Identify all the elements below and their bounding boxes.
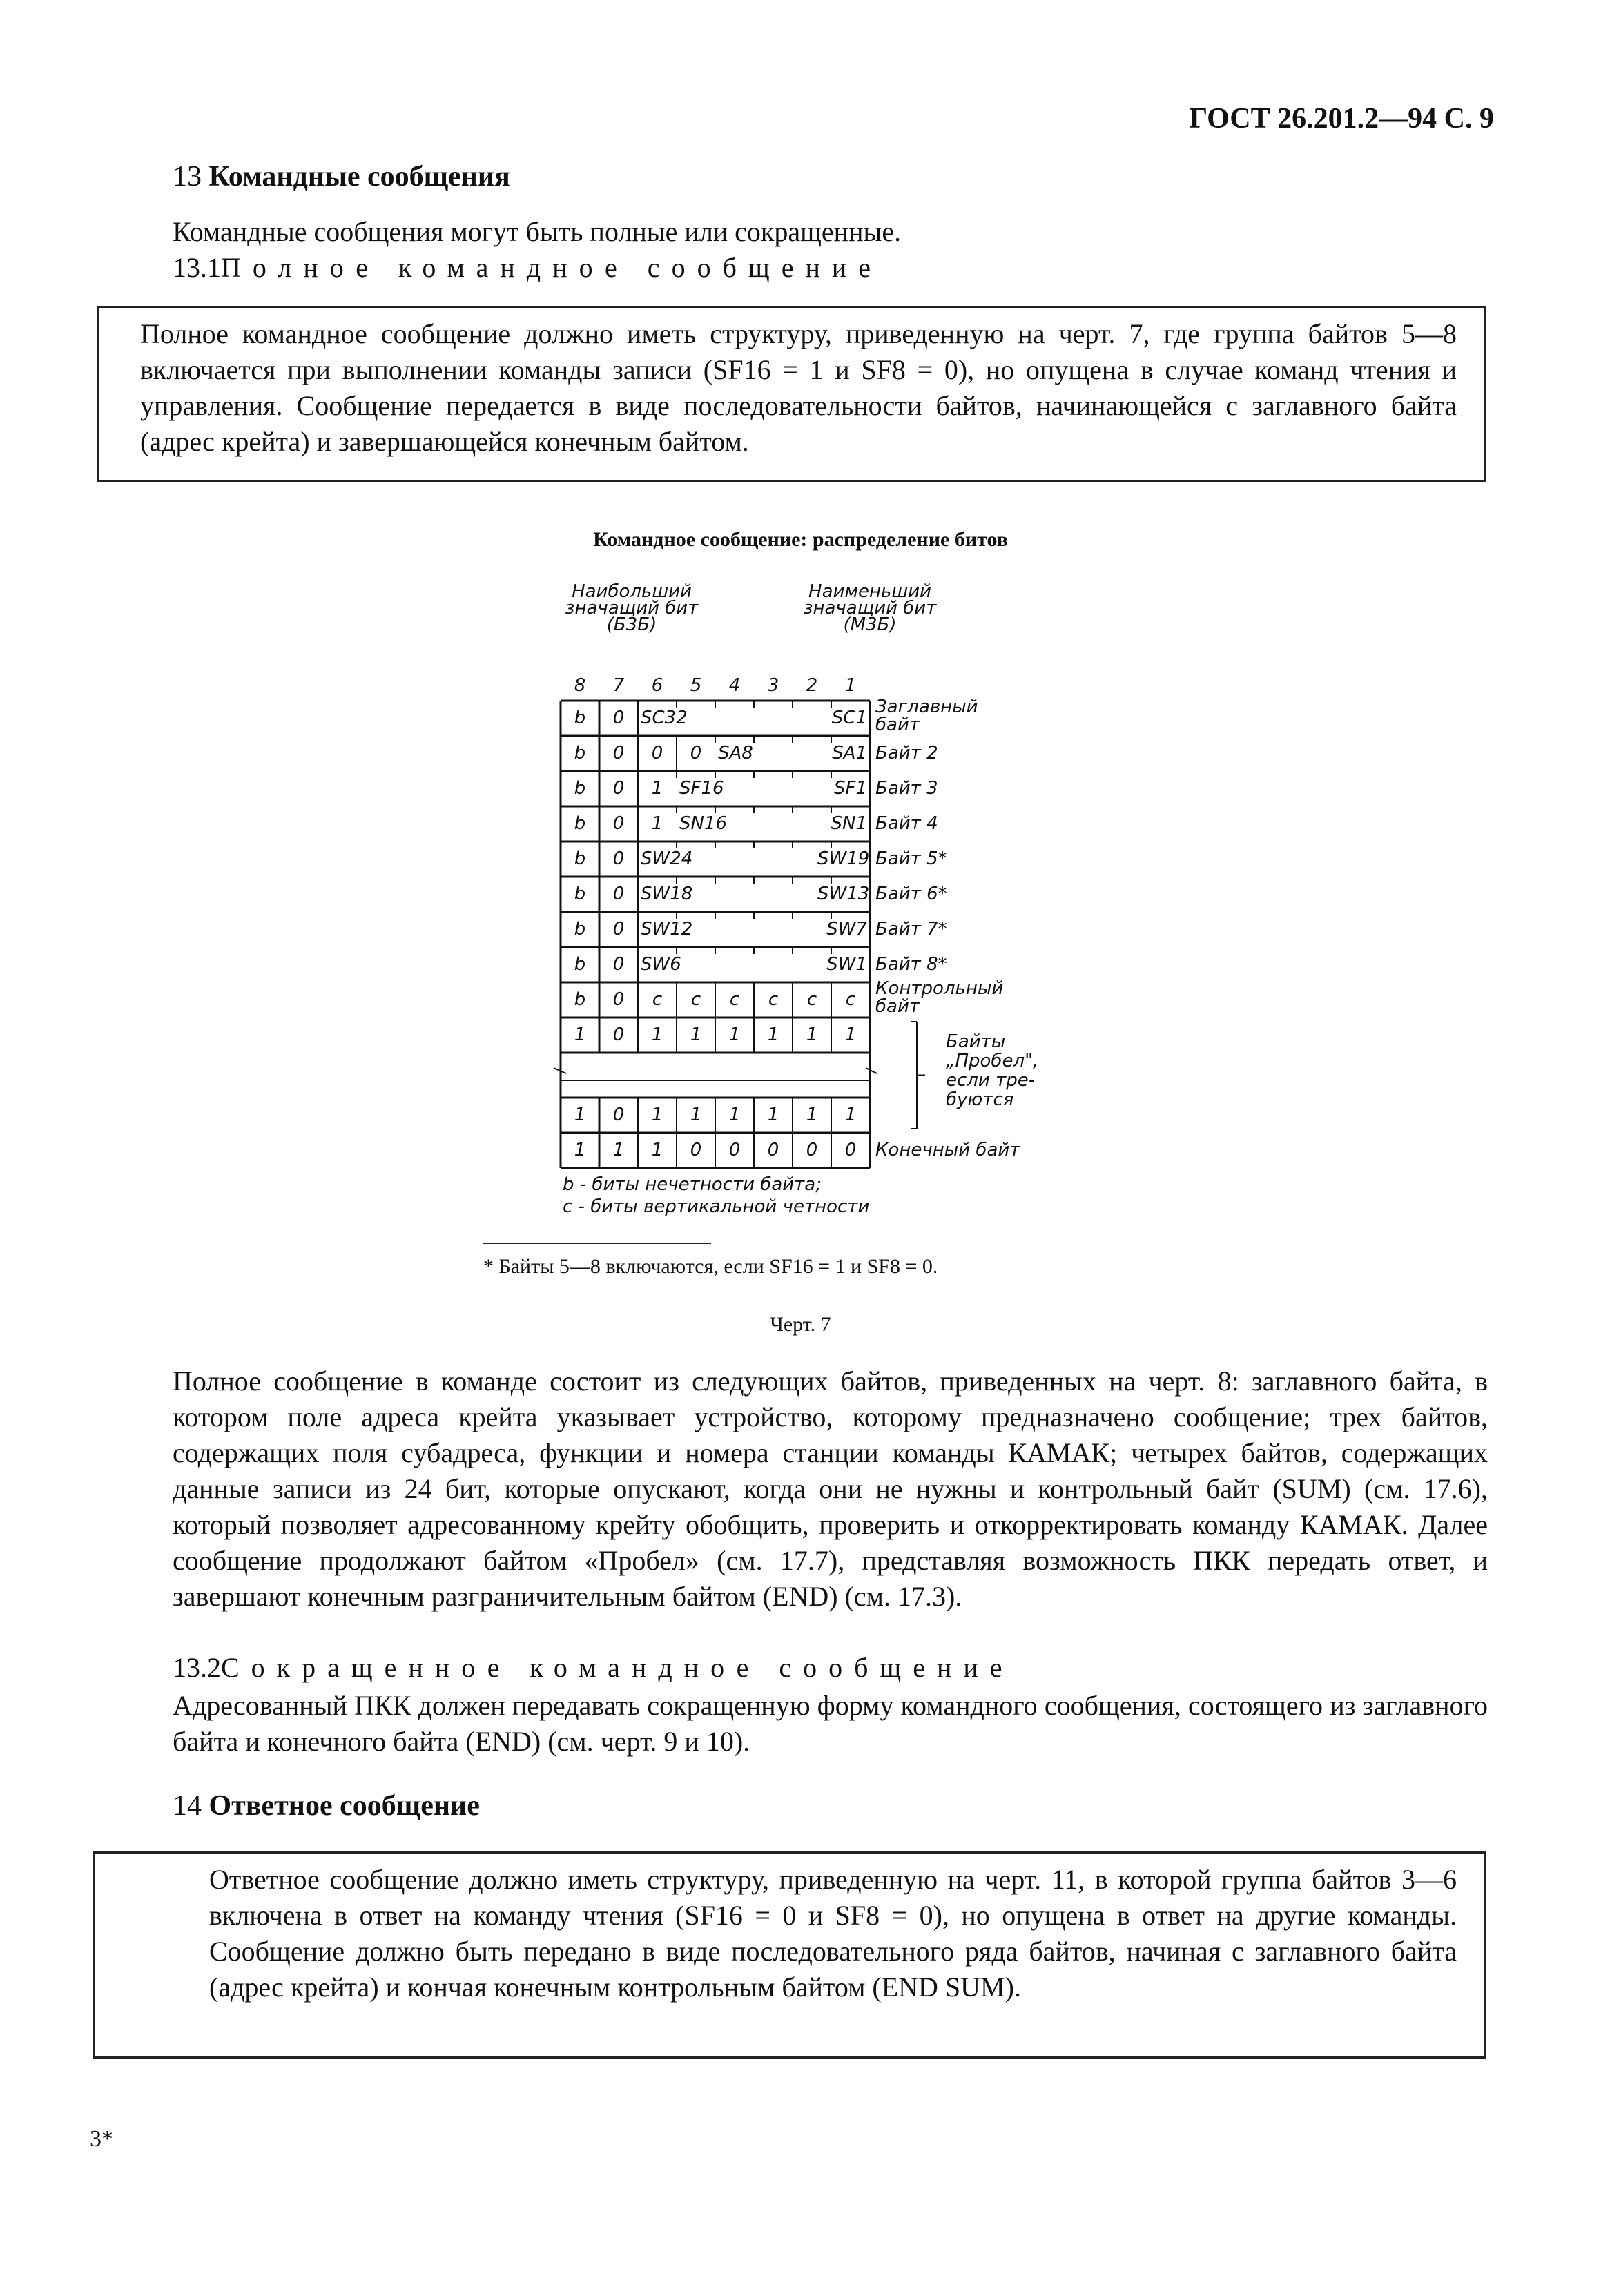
box-13-1-text: Полное командное сообщение должно иметь структуру, приведенную на черт. 7, где группа байтов 5—8 включается при выполнении команды записи (SF16 = 1 и SF8 = 0), но опущена в случае команд чтения и управления. Сообщение передается в виде последовательности байтов, начинающейся с заглавного байта (адрес крейта) и завершающейся конечным байтом. (140, 318, 1457, 457)
msb-label-line-1: Наибольший (572, 581, 692, 602)
bit-cell: 1 (767, 1024, 779, 1045)
bit-cell: 1 (574, 1024, 586, 1045)
row-label (875, 698, 978, 734)
section-14-heading (173, 1789, 480, 1822)
subsection-13-1-title: Полное командное сообщение (221, 252, 883, 283)
bit-cell: 0 (612, 743, 625, 763)
row-label: Байт 7* (875, 919, 947, 940)
bit-cell: b (574, 778, 586, 799)
bit-cell: b (574, 989, 586, 1010)
section-13-number: 13 (173, 161, 202, 193)
box-13-1 (97, 306, 1486, 482)
lsb-label-line-3: (М3Б) (843, 614, 897, 635)
bit-cell: 1 (651, 1105, 663, 1125)
legend-vertical-parity: c - биты вертикальной четности (563, 1196, 870, 1217)
page-footer-mark: 3* (90, 2126, 113, 2152)
spaces-label-line-4: буются (946, 1089, 1014, 1110)
bit-cell: 1 (806, 1105, 818, 1125)
bit-cell: SC1 (831, 708, 867, 728)
spaces-label-line-3: если тре- (946, 1070, 1036, 1091)
figure-title: Командное сообщение: распределение битов (593, 528, 1008, 551)
row-label: Байт 8* (875, 954, 947, 975)
subsection-13-2-number: 13.2 (173, 1652, 221, 1683)
bit-cell: SW6 (641, 954, 681, 975)
bit-cell: 0 (612, 954, 625, 975)
bit-cell: SC32 (641, 708, 688, 728)
bit-cell: 1 (728, 1024, 741, 1045)
bit-cell: c (690, 989, 701, 1010)
bit-cell: c (845, 989, 856, 1010)
bit-cell: 1 (651, 813, 663, 834)
bit-number-label: 4 (728, 675, 741, 696)
bit-cell: 0 (728, 1140, 741, 1160)
break-mark (866, 1068, 877, 1073)
bit-cell: 0 (612, 919, 625, 940)
bit-number-label: 2 (806, 675, 818, 696)
bit-cell: 1 (767, 1105, 779, 1125)
bit-cell: b (574, 708, 586, 728)
bit-cell: b (574, 813, 586, 834)
page-header: ГОСТ 26.201.2—94 С. 9 (1189, 103, 1494, 135)
bit-cell: 0 (612, 848, 625, 869)
bit-cell: 0 (612, 884, 625, 904)
bit-cell: 0 (806, 1140, 818, 1160)
bit-cell: 1 (651, 778, 663, 799)
row-label: Конечный байт (875, 1140, 1020, 1160)
bit-cell: 0 (651, 743, 663, 763)
bit-cell: 1 (574, 1105, 586, 1125)
bit-number-label: 7 (612, 675, 625, 696)
figure-caption: Черт. 7 (770, 1313, 831, 1336)
bit-cell: 1 (844, 1024, 857, 1045)
section-14-number: 14 (173, 1790, 202, 1822)
bit-cell: SW24 (641, 848, 693, 869)
bit-cell: SW18 (641, 884, 693, 904)
bit-cell: b (574, 919, 586, 940)
bit-cell: 1 (690, 1105, 702, 1125)
bit-cell: c (652, 989, 663, 1010)
bit-cell: 0 (612, 1024, 625, 1045)
bit-number-label: 6 (651, 675, 663, 696)
row-label-part: Заглавный (875, 697, 978, 717)
section-13-title: Командные сообщения (208, 161, 510, 193)
section-13-intro: Командные сообщения могут быть полные или сокращенные. (173, 216, 902, 247)
spaces-label-line-1: Байты (946, 1031, 1006, 1052)
row-label: Байт 4 (875, 813, 938, 834)
msb-label (563, 583, 701, 633)
bit-cell: SN16 (679, 813, 728, 834)
row-label-part: байт (875, 714, 920, 735)
spaces-label-line-2: „Пробел", (946, 1051, 1039, 1071)
bit-cell: SF16 (679, 778, 724, 799)
bit-cell: SA8 (718, 743, 753, 763)
row-label: Байт 5* (875, 848, 947, 869)
bit-cell: SW13 (817, 884, 870, 904)
footnote-rule (483, 1243, 711, 1244)
bit-cell: c (806, 989, 817, 1010)
bit-cell: 1 (651, 1024, 663, 1045)
bit-cell: 0 (690, 743, 702, 763)
bit-cell: c (768, 989, 779, 1010)
subsection-13-2-heading (173, 1651, 1014, 1684)
bit-cell: 1 (690, 1024, 702, 1045)
bit-cell: SW1 (826, 954, 867, 975)
bit-cell: SF1 (833, 778, 867, 799)
subsection-13-2-title: Сокращенное командное сообщение (221, 1652, 1014, 1683)
box-14-text: Ответное сообщение должно иметь структуру, приведенную на черт. 11, в которой группа байтов 3—6 включена в ответ на команду чтения (SF16 = 0 и SF8 = 0), но опущена в ответ на другие команды. Сообщение должно быть передано в виде последовательного ряда байтов, начиная с заглавного байта (адрес крейта) и кончая конечным контрольным байтом (END SUM). (209, 1864, 1457, 2003)
box-14 (93, 1851, 1486, 2059)
bit-number-label: 5 (690, 675, 702, 696)
bit-cell: 1 (844, 1105, 857, 1125)
figure-legend (563, 1174, 869, 1218)
section-14-title: Ответное сообщение (208, 1790, 480, 1822)
row-label: Байт 2 (875, 743, 938, 763)
row-label-part: Контрольный (875, 978, 1004, 999)
bit-number-label: 1 (844, 675, 857, 696)
bit-cell: SW19 (817, 848, 870, 869)
bit-cell: b (574, 848, 586, 869)
msb-label-line-3: (Б3Б) (606, 614, 657, 635)
paragraph-full-message: Полное сообщение в команде состоит из следующих байтов, приведенных на черт. 8: заглавного байта, в котором поле адреса крейта указывает устройство, которому предназначено сообщение; трех байтов, содержащих поля субадреса, функции и номера станции команды КАМАК; четырех байтов, содержащих данные записи из 24 бит, которые опускают, когда они не нужны и контрольный байт (SUM) (см. 17.6), который позволяет адресованному крейту обобщить, проверить и откорректировать команду КАМАК. Далее сообщение продолжают байтом «Пробел» (см. 17.7), представляя возможность ПКК передать ответ, и завершают конечным разграничительным байтом (END) (см. 17.3). (173, 1365, 1488, 1612)
bit-cell: 0 (612, 708, 625, 728)
row-label: Байт 3 (875, 778, 938, 799)
row-label: Байт 6* (875, 884, 947, 904)
bit-cell: 1 (728, 1105, 741, 1125)
bit-cell: 1 (574, 1140, 586, 1160)
bit-number-label: 3 (767, 675, 779, 696)
bit-cell: 1 (651, 1140, 663, 1160)
spaces-label (946, 1032, 1038, 1109)
row-label-part: байт (875, 996, 920, 1017)
bit-cell: b (574, 954, 586, 975)
bit-cell: SA1 (832, 743, 867, 763)
paragraph-short-message: Адресованный ПКК должен передавать сокращенную форму командного сообщения, состоящего из заглавного байта и конечного байта (END) (см. черт. 9 и 10). (173, 1690, 1488, 1757)
legend-parity-bits: b - биты нечетности байта; (563, 1174, 822, 1195)
bit-cell: c (729, 989, 740, 1010)
msb-label-line-2: значащий бит (565, 598, 699, 619)
bit-cell: 0 (844, 1140, 857, 1160)
bit-cell: 0 (612, 778, 625, 799)
bit-cell: b (574, 743, 586, 763)
lsb-label (787, 583, 953, 633)
bit-cell: 1 (612, 1140, 625, 1160)
bit-number-label: 8 (574, 675, 586, 696)
subsection-13-1-heading (173, 251, 882, 284)
lsb-label-line-2: значащий бит (803, 598, 937, 619)
bit-cell: 0 (767, 1140, 779, 1160)
bit-cell: SN1 (831, 813, 867, 834)
subsection-13-1-number: 13.1 (173, 252, 221, 283)
bit-cell: b (574, 884, 586, 904)
lsb-label-line-1: Наименьший (808, 581, 931, 602)
bit-cell: SW12 (641, 919, 693, 940)
section-13-heading (173, 160, 510, 193)
bit-cell: 0 (612, 989, 625, 1010)
bit-cell: 0 (690, 1140, 702, 1160)
bit-cell: 1 (806, 1024, 818, 1045)
bit-cell: SW7 (826, 919, 867, 940)
bit-cell: 0 (612, 1105, 625, 1125)
row-label (875, 980, 1003, 1015)
figure-footnote: * Байты 5—8 включаются, если SF16 = 1 и SF8 = 0. (483, 1255, 938, 1278)
bit-cell: 0 (612, 813, 625, 834)
